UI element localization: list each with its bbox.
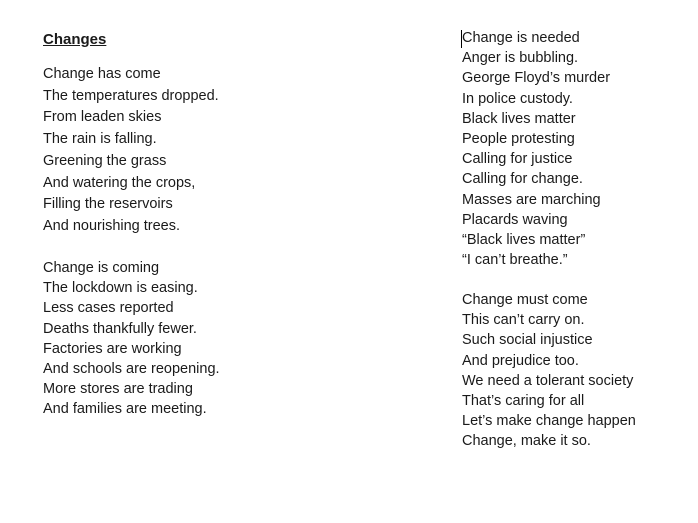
poem-line: Change is needed [462, 30, 580, 46]
poem-line: More stores are trading [43, 381, 193, 398]
poem-line: Placards waving [462, 211, 568, 228]
poem-line: People protesting [462, 131, 575, 148]
poem-line: And families are meeting. [43, 401, 207, 418]
poem-line: And watering the crops, [43, 174, 196, 191]
poem-line: Filling the reservoirs [43, 196, 173, 213]
poem-line: George Floyd’s murder [462, 70, 611, 87]
poem-line: Deaths thankfully fewer. [43, 320, 197, 337]
poem-line: “Black lives matter” [462, 232, 586, 249]
poem-line: From leaden skies [43, 109, 162, 126]
poem-line: The temperatures dropped. [43, 87, 219, 104]
poem-title: Changes [43, 31, 107, 48]
stanza-3 [462, 28, 692, 270]
left-column [43, 0, 343, 523]
poem-line: Change is coming [43, 260, 160, 276]
poem-line: In police custody. [462, 90, 573, 107]
poem-line: The lockdown is easing. [43, 280, 198, 297]
poem-line: Such social injustice [462, 332, 593, 349]
poem-line: Change must come [462, 292, 588, 308]
poem-line: Change has come [43, 66, 161, 82]
poem-line: Black lives matter [462, 110, 576, 127]
stanza-4 [462, 290, 692, 452]
poem-line: The rain is falling. [43, 131, 157, 148]
poem-line: And prejudice too. [462, 352, 579, 369]
poem-line: Anger is bubbling. [462, 50, 579, 67]
poem-line: Change, make it so. [462, 433, 591, 450]
poem-line: We need a tolerant society [462, 372, 634, 389]
poem-line: And nourishing trees. [43, 217, 181, 234]
stanza-2 [43, 258, 343, 420]
poem-line: That’s caring for all [462, 393, 585, 410]
poem-line: Factories are working [43, 340, 182, 357]
poem-line: Masses are marching [462, 191, 601, 208]
poem-line: Greening the grass [43, 152, 167, 169]
poem-line: Calling for justice [462, 151, 573, 168]
right-column [462, 0, 692, 523]
poem-line: Calling for change. [462, 171, 583, 188]
poem-line: This can’t carry on. [462, 312, 585, 329]
poem-line: And schools are reopening. [43, 361, 220, 378]
poem-line: “I can’t breathe.” [462, 252, 568, 269]
poem-line: Let’s make change happen [462, 413, 636, 430]
poem-line: Less cases reported [43, 300, 174, 317]
stanza-1 [43, 64, 343, 238]
